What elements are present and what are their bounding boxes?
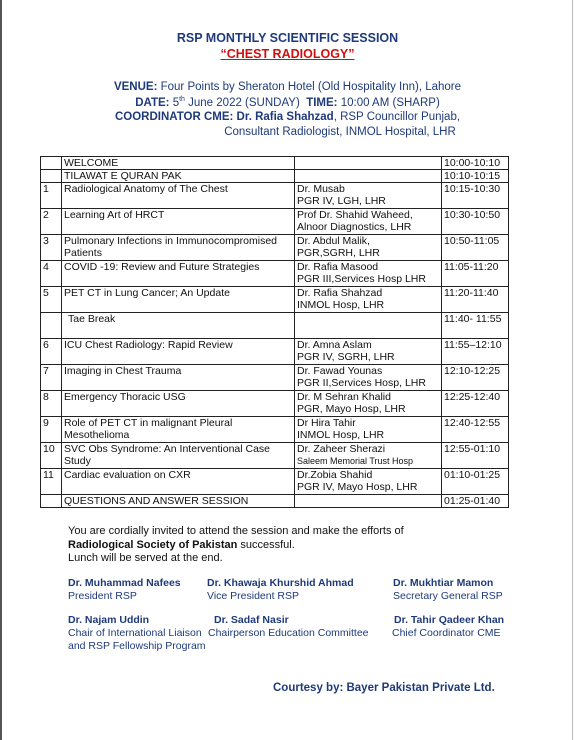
org-name: Radiological Society of Pakistan <box>68 538 238 551</box>
schedule-row <box>41 469 509 495</box>
signatory-name: Dr. Mukhtiar Mamon <box>393 577 494 589</box>
row-topic: Cardiac evaluation on CXR <box>62 469 295 495</box>
time-value: 10:00 AM (SHARP) <box>340 96 440 109</box>
row-number: 7 <box>41 365 62 391</box>
speaker-name: Prof Dr. Shahid Waheed, <box>297 209 413 221</box>
row-speaker <box>295 235 442 261</box>
speaker-name: Dr. Musab <box>297 183 345 195</box>
row-topic: Radiological Anatomy of The Chest <box>62 183 295 209</box>
invitation-text <box>68 525 404 566</box>
row-speaker <box>295 209 442 235</box>
time-label: TIME: <box>306 96 338 109</box>
coordinator-name: Dr. Rafia Shahzad <box>236 111 334 123</box>
signatory-name: Dr. Tahir Qadeer Khan <box>394 614 505 626</box>
row-topic: Emergency Thoracic USG <box>62 391 295 417</box>
row-time: 11:20-11:40 <box>442 287 509 313</box>
schedule-row <box>41 391 509 417</box>
row-number: 1 <box>41 183 62 209</box>
row-speaker <box>295 495 442 508</box>
schedule-row <box>41 183 509 209</box>
row-topic: Imaging in Chest Trauma <box>62 365 295 391</box>
row-number: 4 <box>41 261 62 287</box>
courtesy-line: Courtesy by: Bayer Pakistan Private Ltd. <box>273 682 495 694</box>
signatory-international-liaison <box>68 614 206 653</box>
speaker-name: Dr. Amna Aslam <box>297 339 372 351</box>
venue-label: VENUE: <box>113 81 158 93</box>
invite-line-2 <box>68 539 404 553</box>
speaker-name: Dr. M Sehran Khalid <box>297 391 391 403</box>
date-rest: June 2022 (SUNDAY) <box>188 96 300 109</box>
row-speaker <box>295 170 442 183</box>
speaker-name: Dr. Abdul Malik, <box>297 235 370 247</box>
speaker-affiliation: PGR III,Services Hosp LHR <box>297 273 426 285</box>
date-label: DATE: <box>135 96 170 109</box>
row-topic: SVC Obs Syndrome: An Interventional Case Study <box>62 443 295 469</box>
signatory-title: Secretary General RSP <box>393 590 503 602</box>
signatory-chief-coordinator <box>392 614 504 640</box>
row-number <box>41 157 62 170</box>
row-topic: COVID -19: Review and Future Strategies <box>62 261 295 287</box>
row-time: 11:05-11:20 <box>442 261 509 287</box>
row-time: 10:00-10:10 <box>442 157 509 170</box>
row-number: 5 <box>41 287 62 313</box>
signatory-president <box>68 577 181 603</box>
speaker-name: Dr. Rafia Masood <box>297 261 379 273</box>
coordinator-label: COORDINATOR CME: <box>114 111 234 123</box>
signatory-title: Vice President RSP <box>207 590 300 602</box>
signatory-secretary-general <box>393 577 503 603</box>
row-time: 10:15-10:30 <box>442 183 509 209</box>
signatory-name: Dr. Sadaf Nasir <box>214 614 289 626</box>
schedule-body <box>41 157 509 508</box>
schedule-row <box>41 417 509 443</box>
schedule-row <box>41 443 509 469</box>
speaker-name: Dr. Rafia Shahzad <box>297 287 383 299</box>
speaker-name: Dr.Zobia Shahid <box>297 469 373 481</box>
schedule-row <box>41 235 509 261</box>
speaker-affiliation: PGR IV, SGRH, LHR <box>297 351 395 363</box>
speaker-affiliation: PGR,SGRH, LHR <box>297 247 380 259</box>
row-number: 8 <box>41 391 62 417</box>
row-time: 12:10-12:25 <box>442 365 509 391</box>
row-speaker <box>295 313 442 339</box>
speaker-affiliation: Saleem Memorial Trust Hosp <box>297 456 414 466</box>
row-speaker <box>295 183 442 209</box>
row-speaker <box>295 339 442 365</box>
date-day: 5 <box>172 96 180 109</box>
row-time: 10:10-10:15 <box>442 170 509 183</box>
signatory-name: Dr. Muhammad Nafees <box>68 577 181 589</box>
row-time: 12:55-01:10 <box>442 443 509 469</box>
venue-line <box>0 81 575 93</box>
row-topic: Pulmonary Infections in Immunocompromised Patients <box>62 235 295 261</box>
speaker-affiliation: PGR II,Services Hosp, LHR <box>297 377 426 389</box>
row-topic: Role of PET CT in malignant Pleural Mesothelioma <box>62 417 295 443</box>
row-time: 12:40-12:55 <box>442 417 509 443</box>
row-number: 2 <box>41 209 62 235</box>
row-number <box>41 170 62 183</box>
signatory-name: Dr. Najam Uddin <box>68 614 150 626</box>
row-topic: Learning Art of HRCT <box>62 209 295 235</box>
speaker-name: Dr. Zaheer Sherazi <box>297 443 386 455</box>
speaker-affiliation: PGR IV, Mayo Hosp, LHR <box>297 481 418 493</box>
row-topic: Tae Break <box>62 313 295 339</box>
coordinator-role: , RSP Councillor Punjab, <box>333 111 461 123</box>
signatory-name: Dr. Khawaja Khurshid Ahmad <box>207 577 354 589</box>
schedule-row <box>41 365 509 391</box>
row-topic: WELCOME <box>62 157 295 170</box>
row-number: 10 <box>41 443 62 469</box>
session-title: RSP MONTHLY SCIENTIFIC SESSION <box>176 31 399 45</box>
row-speaker <box>295 157 442 170</box>
schedule-row <box>41 209 509 235</box>
speaker-affiliation: INMOL Hosp, LHR <box>297 299 385 311</box>
session-subtitle: “CHEST RADIOLOGY” <box>220 47 355 61</box>
speaker-name: Dr. Fawad Younas <box>297 365 383 377</box>
row-number <box>41 313 62 339</box>
coordinator-line <box>0 111 575 123</box>
schedule-row <box>41 495 509 508</box>
schedule-row <box>41 261 509 287</box>
row-time: 10:30-10:50 <box>442 209 509 235</box>
row-topic: PET CT in Lung Cancer; An Update <box>62 287 295 313</box>
coordinator-role-line: Consultant Radiologist, INMOL Hospital, LHR <box>224 126 456 138</box>
row-speaker <box>295 417 442 443</box>
row-speaker <box>295 365 442 391</box>
row-speaker <box>295 443 442 469</box>
speaker-affiliation: INMOL Hosp, LHR <box>297 429 385 441</box>
invite-line-3: Lunch will be served at the end. <box>68 552 223 564</box>
signatory-education-committee <box>208 614 369 640</box>
schedule-row <box>41 313 509 339</box>
row-time: 12:25-12:40 <box>442 391 509 417</box>
row-time: 11:40- 11:55 <box>442 313 509 339</box>
row-number: 9 <box>41 417 62 443</box>
row-number <box>41 495 62 508</box>
schedule-row <box>41 170 509 183</box>
signatory-vice-president <box>207 577 354 603</box>
schedule-table <box>40 156 509 508</box>
date-suffix: th <box>179 96 185 103</box>
speaker-affiliation: Alnoor Diagnostics, LHR <box>297 221 412 233</box>
invite-line-1: You are cordially invited to attend the session and make the efforts of <box>68 525 404 537</box>
speaker-affiliation: PGR IV, LGH, LHR <box>297 195 386 207</box>
row-time: 01:25-01:40 <box>442 495 509 508</box>
row-speaker <box>295 287 442 313</box>
row-speaker <box>295 261 442 287</box>
row-number: 6 <box>41 339 62 365</box>
schedule-row <box>41 339 509 365</box>
signatory-title-2: and RSP Fellowship Program <box>68 640 206 652</box>
row-topic: ICU Chest Radiology: Rapid Review <box>62 339 295 365</box>
date-time-line <box>0 96 575 109</box>
row-topic: QUESTIONS AND ANSWER SESSION <box>62 495 295 508</box>
signatory-title: Chief Coordinator CME <box>392 627 501 639</box>
schedule-row <box>41 287 509 313</box>
row-time: 11:55–12:10 <box>442 339 509 365</box>
speaker-affiliation: PGR, Mayo Hosp, LHR <box>297 403 406 415</box>
schedule-row <box>41 157 509 170</box>
row-time: 10:50-11:05 <box>442 235 509 261</box>
row-time: 01:10-01:25 <box>442 469 509 495</box>
row-speaker <box>295 469 442 495</box>
signatory-title: Chair of International Liaison <box>68 627 202 639</box>
signatory-title: President RSP <box>68 590 137 602</box>
row-topic: TILAWAT E QURAN PAK <box>62 170 295 183</box>
speaker-name: Dr Hira Tahir <box>297 417 356 429</box>
row-number: 3 <box>41 235 62 261</box>
row-number: 11 <box>41 469 62 495</box>
invite-line-2-rest: successful. <box>237 538 295 551</box>
venue-value: Four Points by Sheraton Hotel (Old Hospitality Inn), Lahore <box>160 81 462 93</box>
signatory-title: Chairperson Education Committee <box>208 627 369 639</box>
row-speaker <box>295 391 442 417</box>
